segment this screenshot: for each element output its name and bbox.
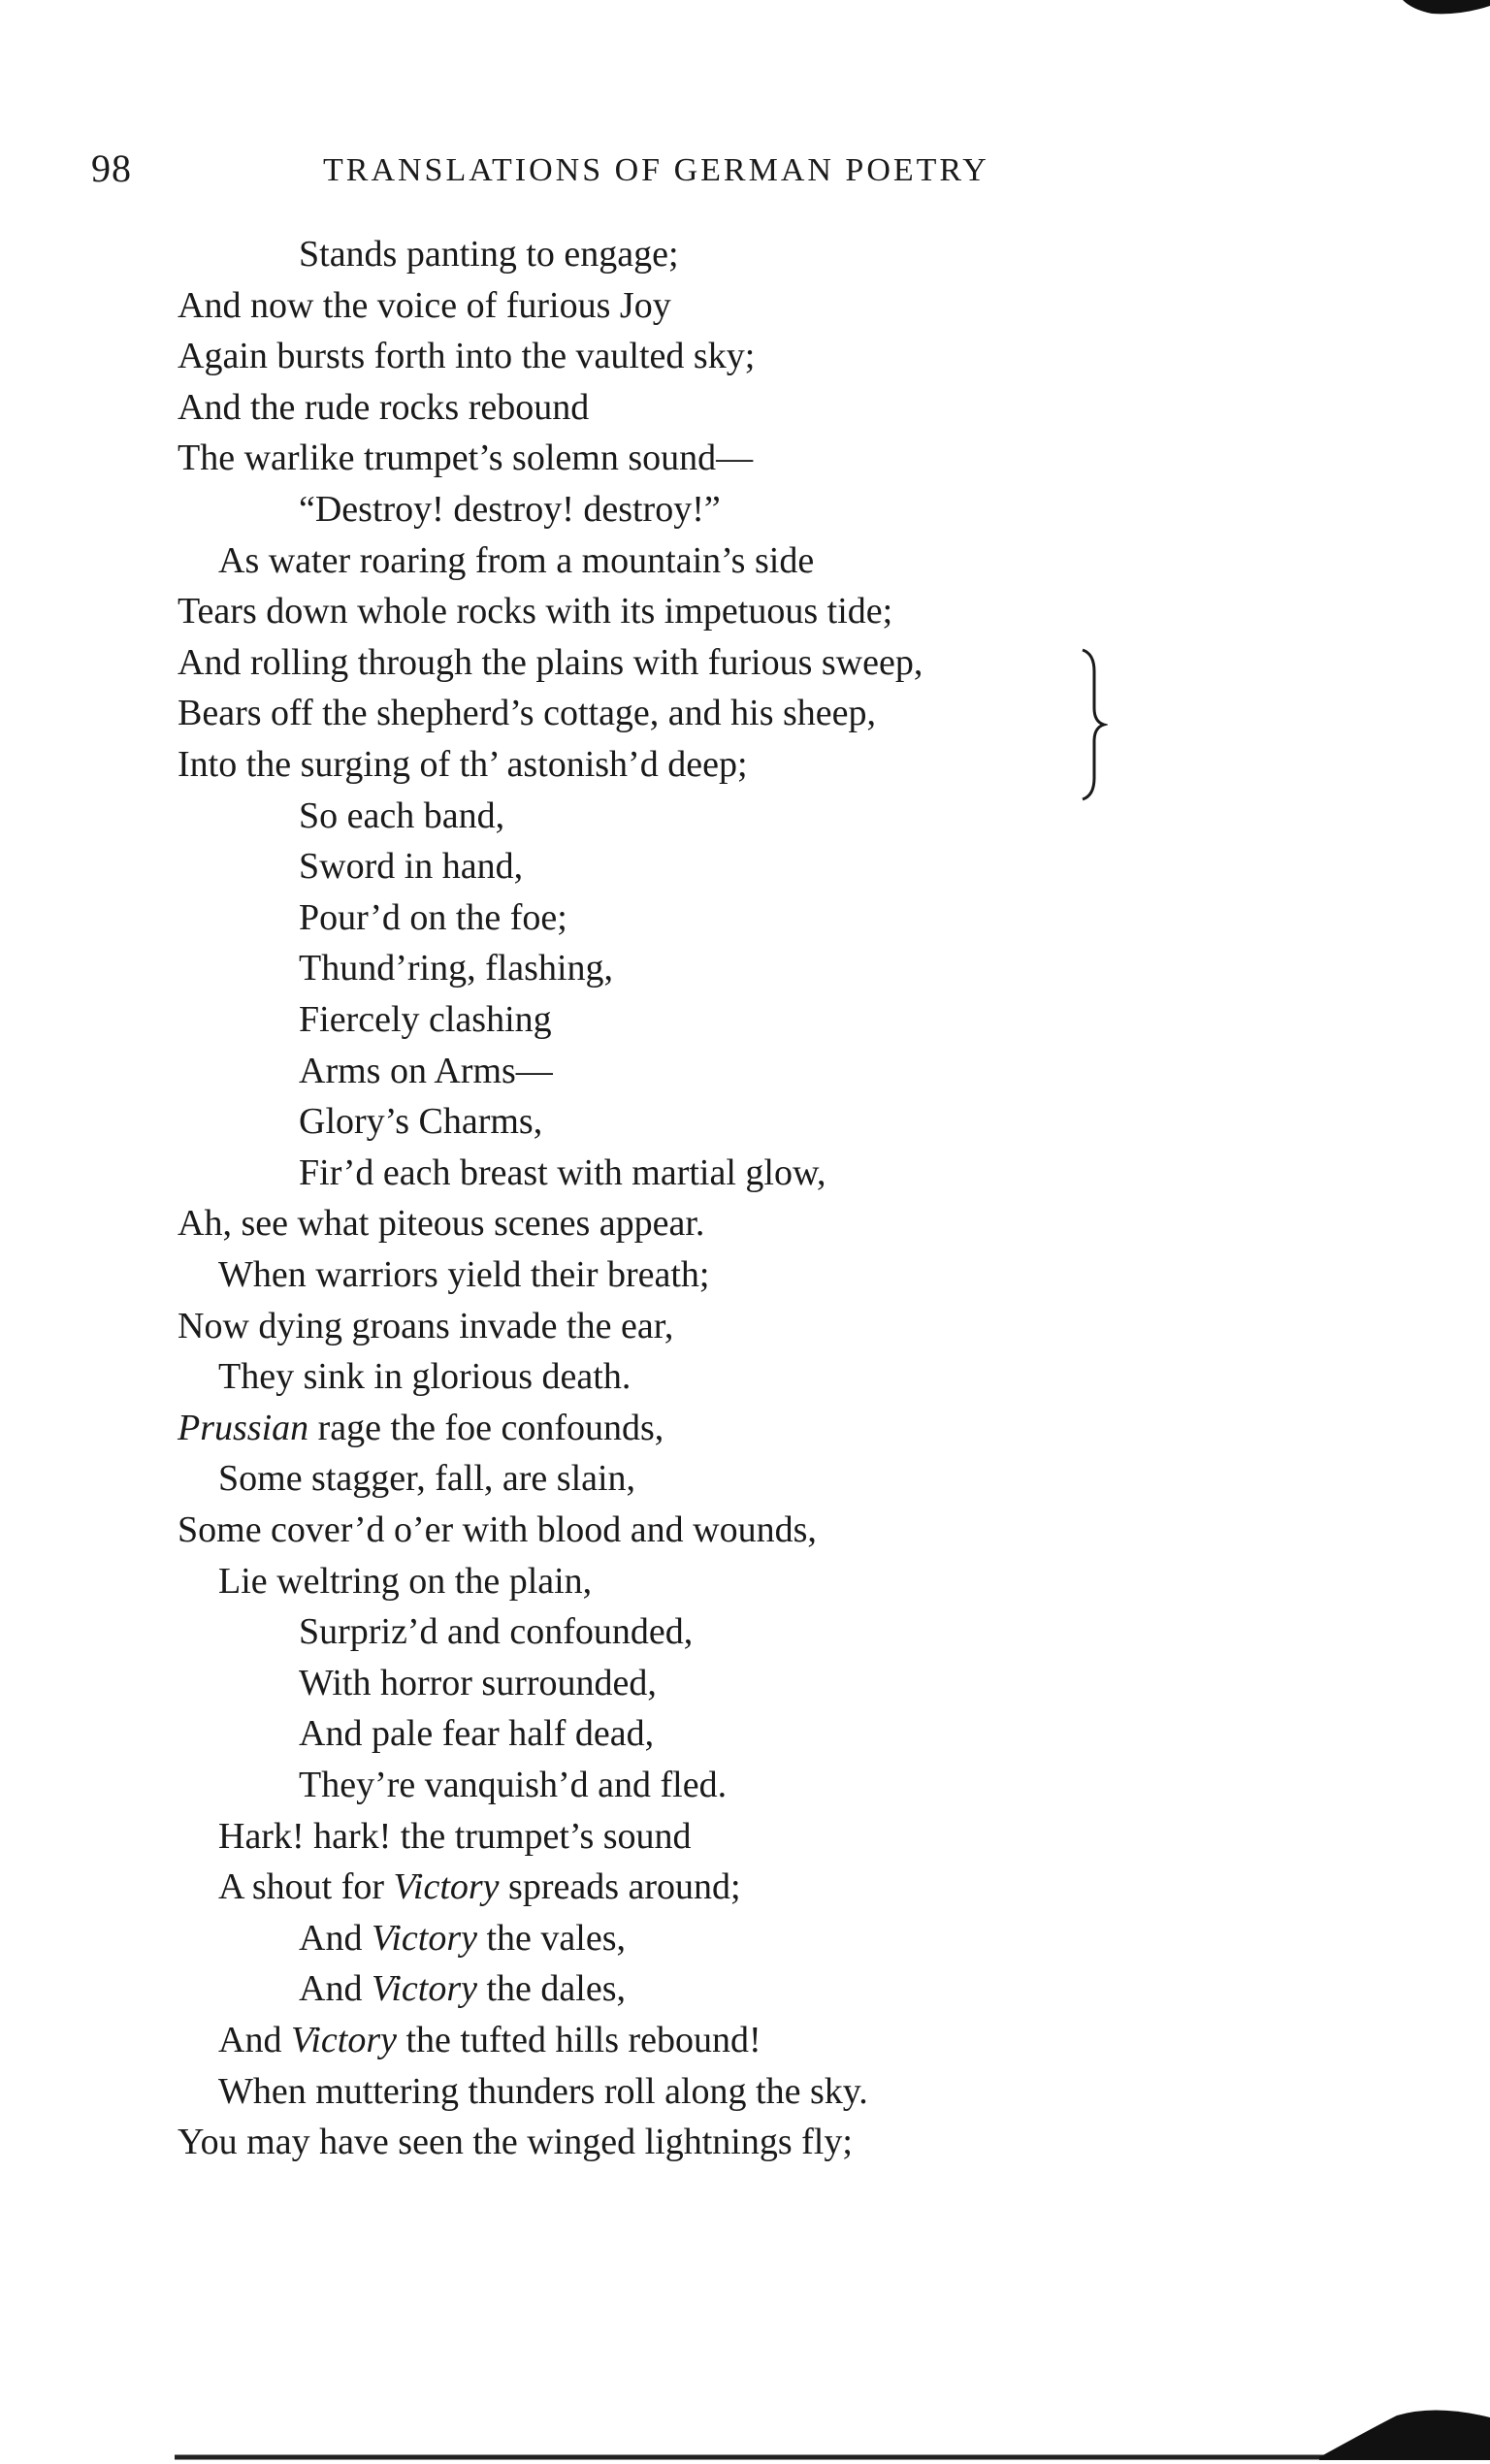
- line-text: When muttering thunders roll along the sky.: [218, 2070, 868, 2112]
- poem-line: [178, 637, 923, 688]
- poem-line: [178, 382, 589, 433]
- poem-line: [299, 1096, 542, 1147]
- poem-line: [299, 791, 504, 841]
- poem-line: [218, 535, 814, 586]
- line-text: As water roaring from a mountain’s side: [218, 539, 815, 581]
- line-text: rage the foe confounds,: [308, 1407, 664, 1448]
- poem-line: [178, 1505, 817, 1555]
- line-text: Some stagger, fall, are slain,: [218, 1458, 636, 1500]
- line-text: With horror surrounded,: [299, 1662, 657, 1703]
- line-text: And: [218, 2020, 291, 2060]
- poem-line: [218, 1862, 741, 1912]
- line-text: Now dying groans invade the ear,: [178, 1305, 674, 1346]
- line-text: Tears down whole rocks with its impetuous tide;: [178, 591, 893, 632]
- poem-line: [178, 2117, 853, 2167]
- poem-line: [299, 1046, 553, 1096]
- poem-line: [218, 1556, 592, 1606]
- line-text: the vales,: [476, 1917, 626, 1959]
- line-text: And the rude rocks rebound: [178, 386, 590, 428]
- line-text: So each band,: [299, 794, 505, 836]
- poem-line: [299, 1760, 727, 1810]
- italic-text: Prussian: [178, 1407, 309, 1448]
- line-text: A shout for: [218, 1866, 394, 1908]
- poem-line: [299, 994, 552, 1045]
- line-text: They’re vanquish’d and fled.: [299, 1765, 728, 1805]
- italic-text: Victory: [371, 1968, 477, 2010]
- line-text: Lie weltring on the plain,: [218, 1560, 593, 1602]
- line-text: Thund’ring, flashing,: [299, 948, 614, 989]
- poem-line: [299, 1606, 693, 1657]
- poem-line: [218, 2015, 761, 2065]
- line-text: the tufted hills rebound!: [396, 2020, 761, 2060]
- poem-line: [178, 1198, 704, 1248]
- line-text: “Destroy! destroy! destroy!”: [299, 489, 721, 530]
- line-text: The warlike trumpet’s solemn sound—: [178, 438, 754, 479]
- line-text: Stands panting to engage;: [299, 234, 679, 275]
- line-text: You may have seen the winged lightnings fly;: [178, 2122, 853, 2163]
- poem-line: [178, 331, 755, 381]
- italic-text: Victory: [290, 2020, 397, 2060]
- right-brace: [1079, 648, 1108, 801]
- poem-line: [218, 1351, 631, 1402]
- poem-line: [178, 586, 892, 636]
- poem-line: [299, 1913, 626, 1963]
- line-text: And now the voice of furious Joy: [178, 284, 671, 326]
- poem-line: [178, 1403, 664, 1453]
- page-edge-shadow-bottom: [0, 2357, 1490, 2464]
- poem-line: [299, 943, 613, 993]
- poem-line: [178, 280, 671, 331]
- poem-line: [299, 484, 721, 535]
- poem-line: [299, 229, 679, 279]
- line-text: Pour’d on the foe;: [299, 896, 567, 938]
- line-text: spreads around;: [499, 1866, 741, 1908]
- page-edge-shadow-top: [1403, 0, 1490, 23]
- line-text: Fir’d each breast with martial glow,: [299, 1151, 826, 1193]
- poem-line: [178, 688, 876, 738]
- line-text: They sink in glorious death.: [218, 1356, 632, 1398]
- line-text: Fiercely clashing: [299, 999, 552, 1040]
- poem-line: [178, 739, 748, 790]
- line-text: And rolling through the plains with furious sweep,: [178, 641, 923, 683]
- poem-line: [299, 1658, 657, 1708]
- line-text: Surpriz’d and confounded,: [299, 1611, 694, 1653]
- italic-text: Victory: [393, 1866, 500, 1908]
- poem-line: [299, 1148, 826, 1198]
- line-text: And: [299, 1968, 372, 2010]
- poem-line: [299, 841, 523, 892]
- line-text: Glory’s Charms,: [299, 1101, 543, 1143]
- line-text: And: [299, 1917, 372, 1959]
- page-number: 98: [91, 146, 132, 190]
- line-text: When warriors yield their breath;: [218, 1254, 710, 1295]
- poem-line: [178, 1301, 673, 1351]
- poem-line: [299, 1708, 654, 1759]
- running-head: TRANSLATIONS OF GERMAN POETRY: [323, 152, 989, 188]
- poem-line: [218, 1811, 692, 1862]
- line-text: Into the surging of th’ astonish’d deep;: [178, 744, 748, 785]
- poem-line: [178, 433, 753, 483]
- poem-line: [299, 1963, 626, 2014]
- line-text: Bears off the shepherd’s cottage, and his sheep,: [178, 693, 877, 734]
- poem-line: [218, 1249, 709, 1300]
- line-text: Sword in hand,: [299, 846, 524, 888]
- poem-line: [299, 892, 567, 943]
- line-text: the dales,: [476, 1968, 626, 2010]
- line-text: Ah, see what piteous scenes appear.: [178, 1203, 705, 1245]
- line-text: Again bursts forth into the vaulted sky;: [178, 336, 756, 377]
- italic-text: Victory: [371, 1917, 477, 1959]
- line-text: Hark! hark! the trumpet’s sound: [218, 1815, 692, 1857]
- line-text: Arms on Arms—: [299, 1050, 553, 1091]
- line-text: Some cover’d o’er with blood and wounds,: [178, 1509, 817, 1550]
- line-text: And pale fear half dead,: [299, 1713, 655, 1755]
- poem-line: [218, 1453, 635, 1504]
- poem-line: [218, 2066, 868, 2117]
